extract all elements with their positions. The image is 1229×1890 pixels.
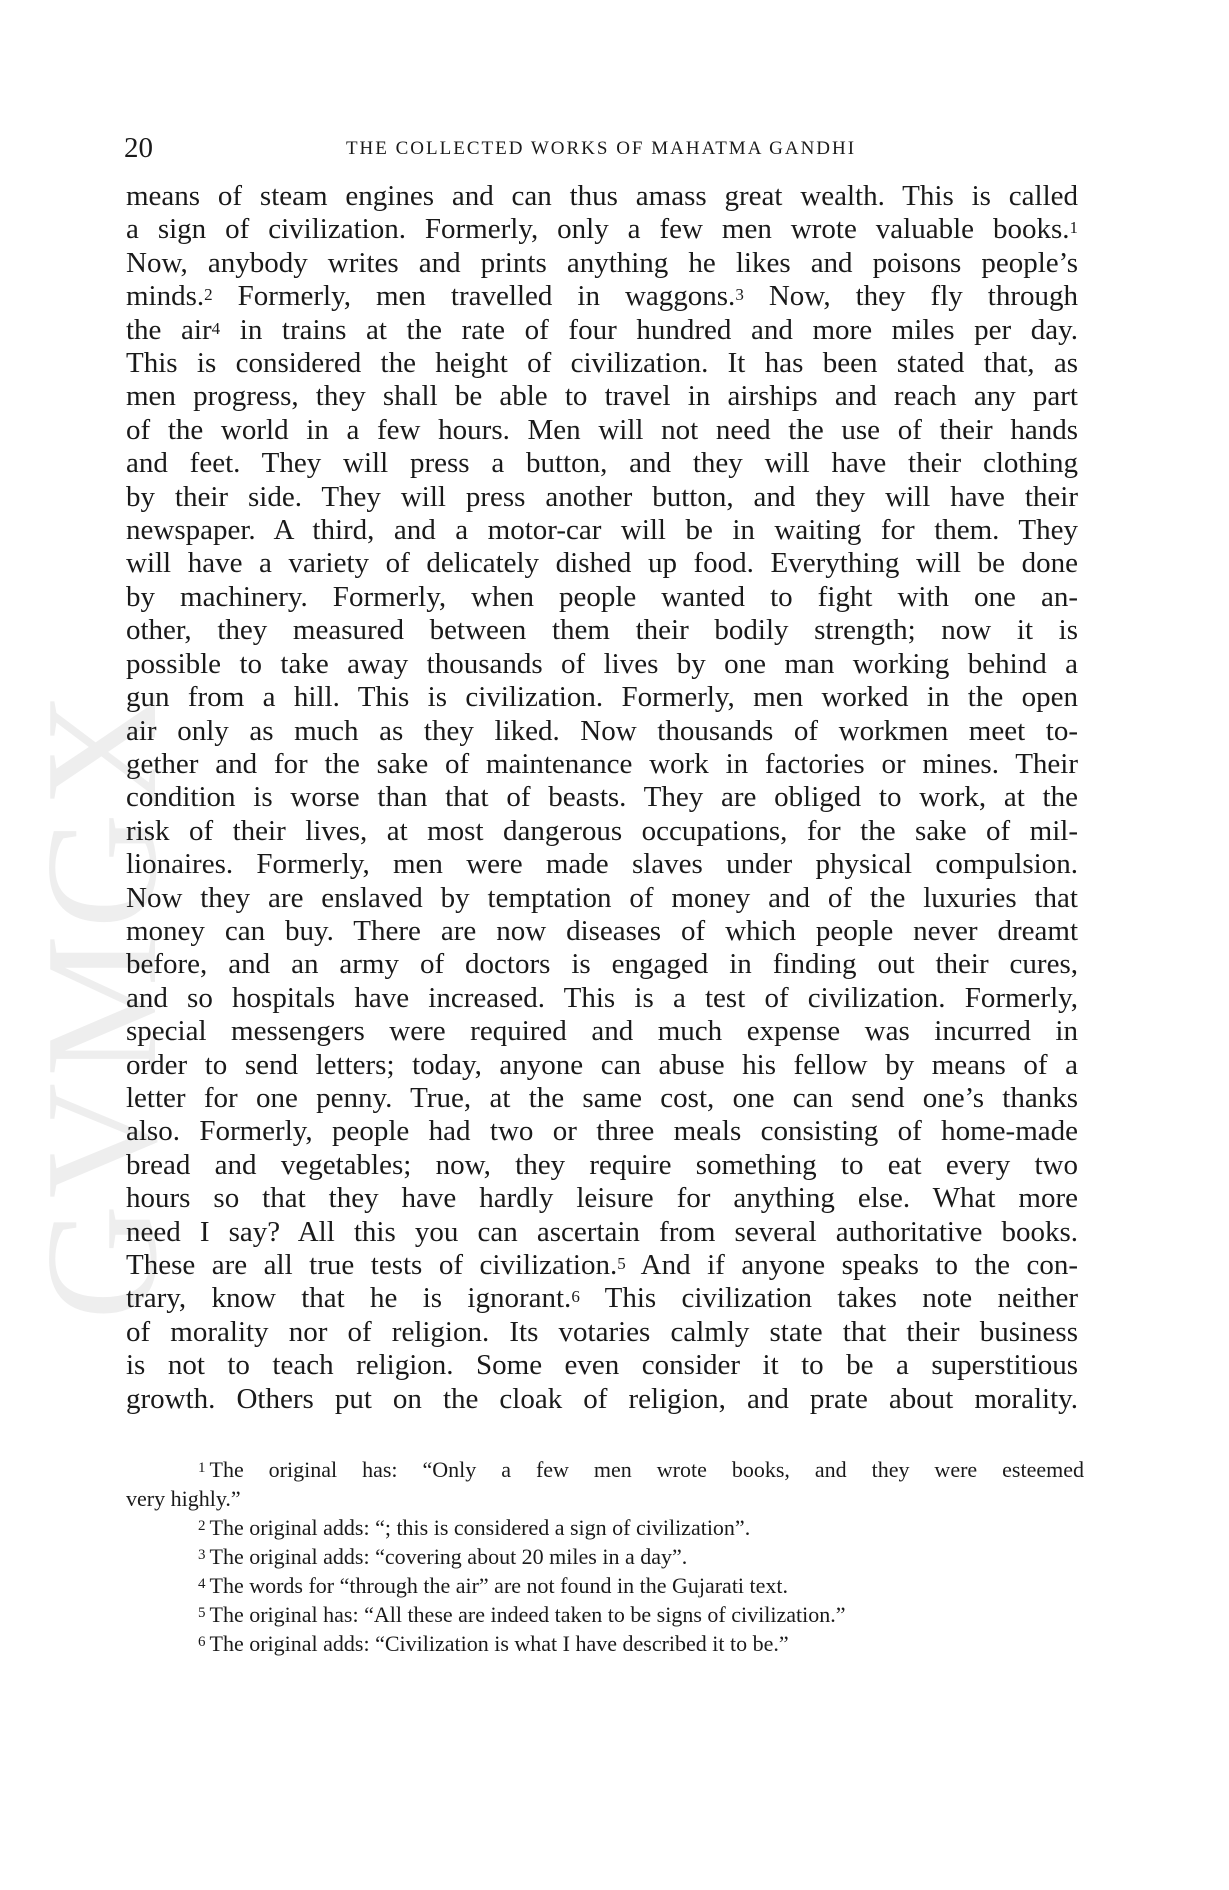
footnote-1: $^1$ The original has: “Only a few men wrote books, and they were esteemed [198, 1457, 1084, 1482]
body-line: will have a variety of delicately dished up food. Everything will be done [126, 547, 1078, 580]
body-line: hours so that they have hardly leisure for anything else. What more [126, 1182, 1078, 1215]
footnote-1-cont: very highly.” [126, 1486, 241, 1511]
body-line: by their side. They will press another button, and they will have their [126, 480, 1078, 513]
body-line: minds.$^2$ Formerly, men travelled in waggons.$^3$ Now, they fly through [126, 280, 1078, 313]
body-line: condition is worse than that of beasts. They are obliged to work, at the [126, 781, 1078, 814]
body-line: before, and an army of doctors is engaged in finding out their cures, [126, 948, 1078, 981]
body-line: the air$^4$ in trains at the rate of four hundred and more miles per day. [126, 313, 1079, 346]
page-number: 20 [124, 132, 153, 164]
body-line: money can buy. There are now diseases of which people never dreamt [126, 914, 1078, 947]
body-line: means of steam engines and can thus amass great wealth. This is called [126, 180, 1078, 212]
footnote-ref: 3 [735, 285, 744, 305]
body-line: and so hospitals have increased. This is a test of civilization. Formerly, [126, 981, 1078, 1014]
body-line: This is considered the height of civilization. It has been stated that, as [126, 347, 1078, 380]
body-line: men progress, they shall be able to travel in airships and reach any part [126, 380, 1078, 413]
body-line: bread and vegetables; now, they require something to eat every two [126, 1148, 1078, 1181]
footnote-2: $^2$ The original adds: “; this is considered a sign of civilization”. [198, 1515, 751, 1540]
body-line: risk of their lives, at most dangerous occupations, for the sake of mil- [126, 814, 1078, 847]
watermark-text: GVMGX [20, 685, 190, 1320]
body-line: possible to take away thousands of lives by one man working behind a [126, 647, 1078, 680]
body-line: by machinery. Formerly, when people wanted to fight with one an- [126, 580, 1078, 613]
footnote-3: $^3$ The original adds: “covering about 20 miles in a day”. [198, 1544, 688, 1569]
body-line: Now, anybody writes and prints anything he likes and poisons people’s [126, 246, 1078, 279]
body-line: of the world in a few hours. Men will not need the use of their hands [126, 413, 1078, 446]
body-line: special messengers were required and much expense was incurred in [126, 1015, 1078, 1048]
footnote-6: $^6$ The original adds: “Civilization is what I have described it to be.” [198, 1631, 789, 1656]
body-line: of morality nor of religion. Its votaries calmly state that their business [126, 1315, 1078, 1348]
footnote-ref: 2 [204, 285, 213, 305]
body-line: a sign of civilization. Formerly, only a few men wrote valuable books.$^1$ [126, 213, 1078, 246]
body-line: gether and for the sake of maintenance work in factories or mines. Their [126, 747, 1078, 780]
body-line: is not to teach religion. Some even consider it to be a superstitious [126, 1349, 1078, 1382]
body-line: other, they measured between them their bodily strength; now it is [126, 614, 1078, 647]
body-line: newspaper. A third, and a motor-car will be in waiting for them. They [126, 514, 1078, 547]
page-header [124, 128, 1078, 168]
body-line: air only as much as they liked. Now thousands of workmen meet to- [126, 714, 1078, 747]
footnote-ref: 1 [1069, 218, 1078, 238]
body-line: need I say? All this you can ascertain from several authoritative books. [126, 1215, 1078, 1248]
body-line: gun from a hill. This is civilization. Formerly, men worked in the open [126, 681, 1078, 714]
body-line: letter for one penny. True, at the same cost, one can send one’s thanks [126, 1081, 1078, 1114]
footnotes [126, 1455, 1084, 1658]
footnote-ref: 4 [211, 318, 221, 338]
running-head: THE COLLECTED WORKS OF MAHATMA GANDHI [345, 138, 857, 159]
body-line: growth. Others put on the cloak of religion, and prate about morality. [126, 1382, 1078, 1415]
body-line: and feet. They will press a button, and they will have their clothing [126, 447, 1078, 480]
body-line: trary, know that he is ignorant.$^6$ This civilization takes note neither [126, 1282, 1078, 1315]
body-line: also. Formerly, people had two or three meals consisting of home-made [126, 1115, 1078, 1148]
body-line: Now they are enslaved by temptation of money and of the luxuries that [126, 881, 1078, 914]
body-line: These are all true tests of civilization.$^5$ And if anyone speaks to the con- [126, 1249, 1078, 1281]
body-line: lionaires. Formerly, men were made slaves under physical compulsion. [126, 848, 1078, 881]
footnote-ref: 6 [571, 1287, 580, 1307]
body-line: order to send letters; today, anyone can abuse his fellow by means of a [126, 1048, 1078, 1081]
footnote-4: $^4$ The words for “through the air” are not found in the Gujarati text. [198, 1573, 789, 1598]
footnote-5: $^5$ The original has: “All these are indeed taken to be signs of civilization.” [198, 1602, 846, 1627]
body-text [126, 180, 1078, 1416]
footnote-ref: 5 [617, 1254, 626, 1273]
